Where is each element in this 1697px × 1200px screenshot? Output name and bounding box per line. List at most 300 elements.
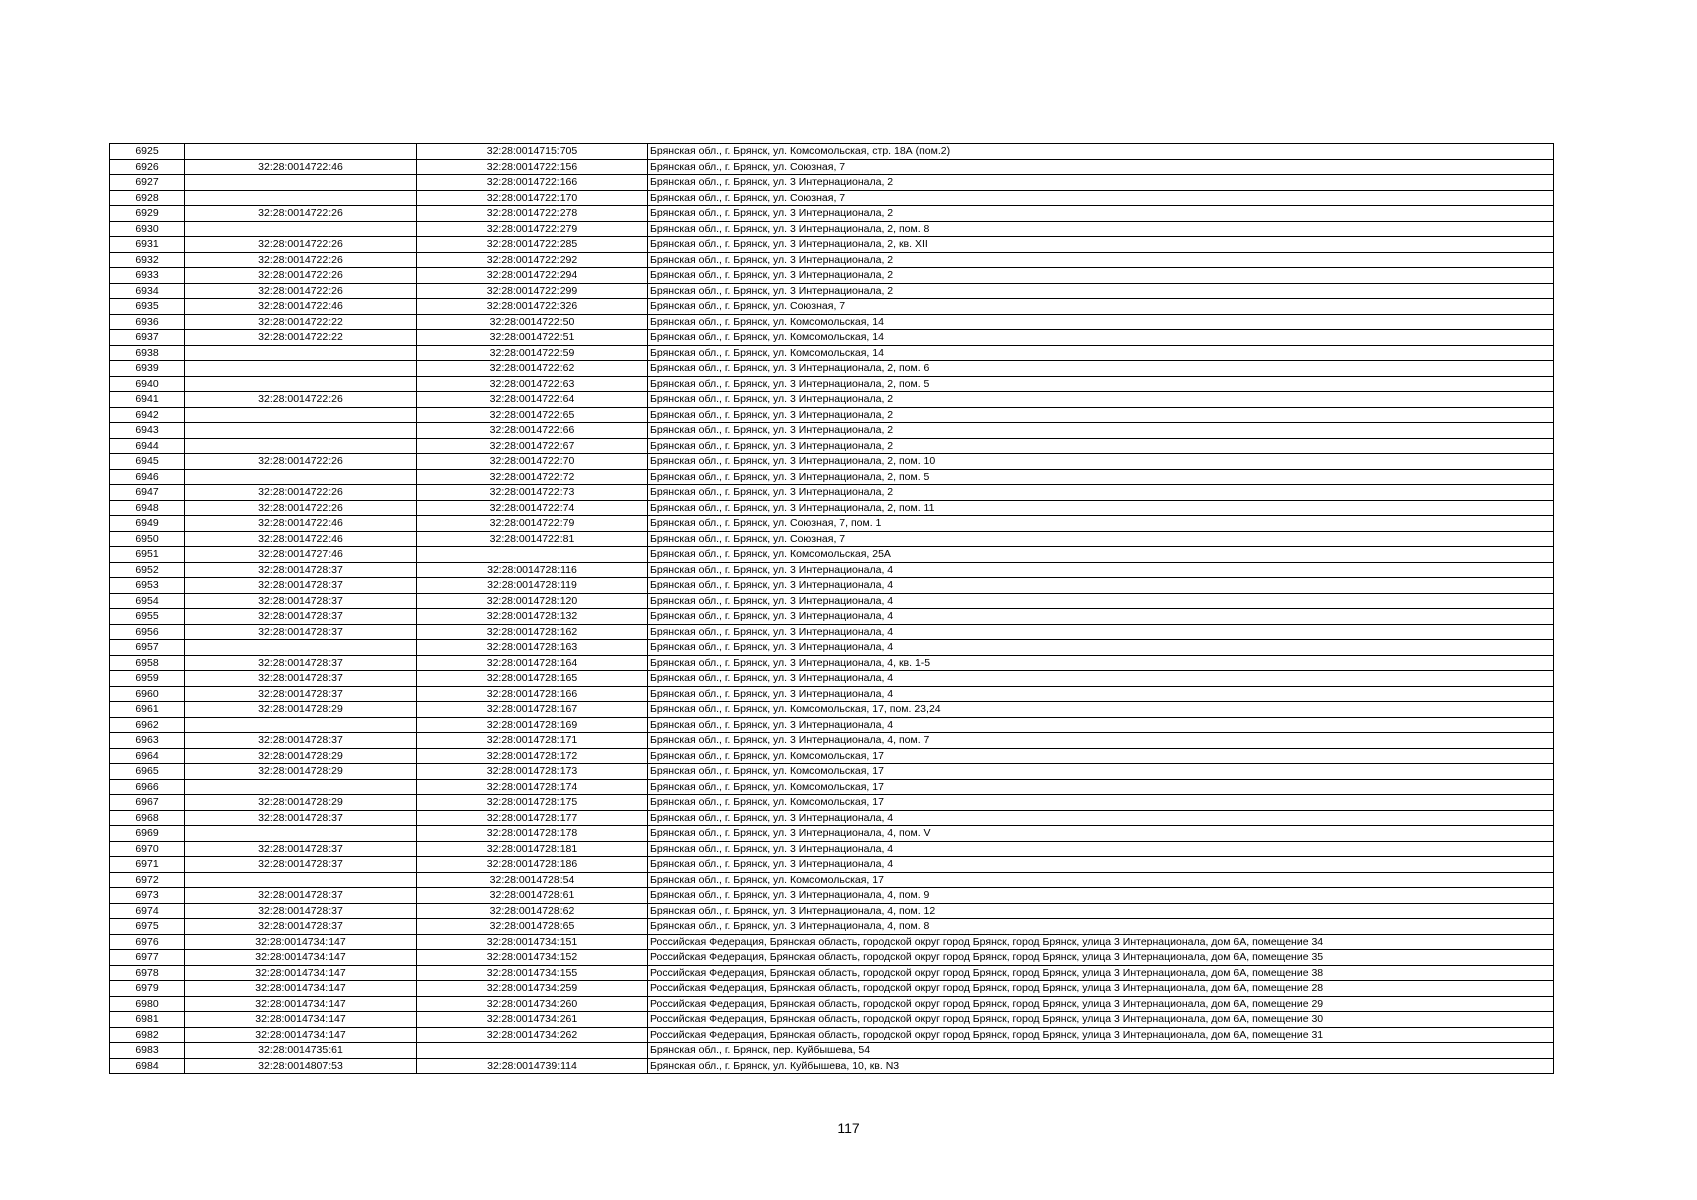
table-row [110,454,1554,470]
parent-cadastral-cell: 32:28:0014734:147 [185,1012,417,1028]
parent-cadastral-cell: 32:28:0014722:46 [185,531,417,547]
parent-cadastral-cell: 32:28:0014722:22 [185,314,417,330]
cadastral-number-cell: 32:28:0014722:66 [417,423,648,439]
address-cell: Российская Федерация, Брянская область, городской округ город Брянск, город Брянск, улица 3 Интернационала, дом 6А, помещение 30 [648,1012,1554,1028]
address-cell: Брянская обл., г. Брянск, ул. 3 Интернационала, 2, пом. 6 [648,361,1554,377]
address-cell: Брянская обл., г. Брянск, ул. Комсомольская, 17 [648,764,1554,780]
cadastral-number-cell: 32:28:0014728:120 [417,593,648,609]
table-row [110,671,1554,687]
table-row [110,144,1554,160]
parent-cadastral-cell [185,361,417,377]
row-number-cell: 6933 [110,268,185,284]
address-cell: Брянская обл., г. Брянск, ул. Комсомольская, 17, пом. 23,24 [648,702,1554,718]
row-number-cell: 6984 [110,1058,185,1074]
address-cell: Брянская обл., г. Брянск, ул. 3 Интернационала, 2, пом. 8 [648,221,1554,237]
parent-cadastral-cell: 32:28:0014728:29 [185,748,417,764]
cadastral-number-cell: 32:28:0014728:186 [417,857,648,873]
table-row [110,733,1554,749]
table-row [110,485,1554,501]
table-row [110,748,1554,764]
row-number-cell: 6960 [110,686,185,702]
row-number-cell: 6952 [110,562,185,578]
address-cell: Брянская обл., г. Брянск, ул. 3 Интернационала, 4 [648,686,1554,702]
address-cell: Брянская обл., г. Брянск, ул. 3 Интернационала, 2 [648,283,1554,299]
parent-cadastral-cell [185,190,417,206]
table-row [110,531,1554,547]
cadastral-number-cell: 32:28:0014722:70 [417,454,648,470]
row-number-cell: 6981 [110,1012,185,1028]
row-number-cell: 6942 [110,407,185,423]
row-number-cell: 6979 [110,981,185,997]
cadastral-number-cell: 32:28:0014734:151 [417,934,648,950]
cadastral-number-cell [417,1043,648,1059]
address-cell: Брянская обл., г. Брянск, ул. 3 Интернационала, 4, пом. 7 [648,733,1554,749]
parent-cadastral-cell [185,376,417,392]
table-row [110,903,1554,919]
cadastral-number-cell: 32:28:0014722:279 [417,221,648,237]
address-cell: Российская Федерация, Брянская область, городской округ город Брянск, город Брянск, улица 3 Интернационала, дом 6А, помещение 34 [648,934,1554,950]
row-number-cell: 6946 [110,469,185,485]
row-number-cell: 6949 [110,516,185,532]
table-row [110,283,1554,299]
cadastral-number-cell: 32:28:0014728:61 [417,888,648,904]
cadastral-number-cell: 32:28:0014715:705 [417,144,648,160]
cadastral-number-cell: 32:28:0014722:166 [417,175,648,191]
row-number-cell: 6941 [110,392,185,408]
cadastral-number-cell: 32:28:0014734:152 [417,950,648,966]
address-cell: Брянская обл., г. Брянск, ул. 3 Интернационала, 2 [648,252,1554,268]
address-cell: Брянская обл., г. Брянск, ул. Союзная, 7, пом. 1 [648,516,1554,532]
address-cell: Брянская обл., г. Брянск, ул. 3 Интернационала, 4, пом. 9 [648,888,1554,904]
row-number-cell: 6945 [110,454,185,470]
row-number-cell: 6964 [110,748,185,764]
row-number-cell: 6967 [110,795,185,811]
address-cell: Российская Федерация, Брянская область, городской округ город Брянск, город Брянск, улица 3 Интернационала, дом 6А, помещение 35 [648,950,1554,966]
parent-cadastral-cell: 32:28:0014728:37 [185,888,417,904]
row-number-cell: 6974 [110,903,185,919]
parent-cadastral-cell: 32:28:0014734:147 [185,934,417,950]
address-cell: Брянская обл., г. Брянск, ул. Комсомольская, 14 [648,345,1554,361]
address-cell: Брянская обл., г. Брянск, ул. Союзная, 7 [648,299,1554,315]
table-row [110,857,1554,873]
table-row [110,640,1554,656]
table-row [110,392,1554,408]
cadastral-number-cell: 32:28:0014722:326 [417,299,648,315]
row-number-cell: 6929 [110,206,185,222]
row-number-cell: 6938 [110,345,185,361]
parent-cadastral-cell: 32:28:0014722:26 [185,237,417,253]
row-number-cell: 6959 [110,671,185,687]
cadastral-number-cell: 32:28:0014722:170 [417,190,648,206]
cadastral-number-cell: 32:28:0014728:181 [417,841,648,857]
parent-cadastral-cell: 32:28:0014722:26 [185,268,417,284]
cadastral-number-cell: 32:28:0014728:175 [417,795,648,811]
row-number-cell: 6961 [110,702,185,718]
parent-cadastral-cell: 32:28:0014734:147 [185,996,417,1012]
parent-cadastral-cell: 32:28:0014728:37 [185,671,417,687]
address-cell: Брянская обл., г. Брянск, ул. 3 Интернационала, 2, кв. XII [648,237,1554,253]
address-cell: Российская Федерация, Брянская область, городской округ город Брянск, город Брянск, улица 3 Интернационала, дом 6А, помещение 31 [648,1027,1554,1043]
address-cell: Брянская обл., г. Брянск, ул. 3 Интернационала, 4, кв. 1-5 [648,655,1554,671]
address-cell: Брянская обл., г. Брянск, ул. 3 Интернационала, 4 [648,717,1554,733]
cadastral-number-cell: 32:28:0014728:173 [417,764,648,780]
cadastral-number-cell: 32:28:0014722:51 [417,330,648,346]
parent-cadastral-cell [185,872,417,888]
row-number-cell: 6972 [110,872,185,888]
table-row [110,299,1554,315]
table-row [110,221,1554,237]
parent-cadastral-cell: 32:28:0014728:37 [185,919,417,935]
parent-cadastral-cell: 32:28:0014807:53 [185,1058,417,1074]
cadastral-number-cell: 32:28:0014722:72 [417,469,648,485]
row-number-cell: 6954 [110,593,185,609]
row-number-cell: 6927 [110,175,185,191]
row-number-cell: 6935 [110,299,185,315]
address-cell: Брянская обл., г. Брянск, ул. 3 Интернационала, 2, пом. 10 [648,454,1554,470]
table-row [110,609,1554,625]
table-row [110,361,1554,377]
table-row [110,423,1554,439]
address-cell: Брянская обл., г. Брянск, ул. 3 Интернационала, 2 [648,392,1554,408]
registry-table-body [110,144,1554,1074]
row-number-cell: 6958 [110,655,185,671]
address-cell: Брянская обл., г. Брянск, ул. 3 Интернационала, 2 [648,175,1554,191]
parent-cadastral-cell: 32:28:0014728:37 [185,810,417,826]
cadastral-number-cell: 32:28:0014734:261 [417,1012,648,1028]
address-cell: Брянская обл., г. Брянск, ул. 3 Интернационала, 4 [648,562,1554,578]
table-row [110,872,1554,888]
cadastral-number-cell: 32:28:0014722:59 [417,345,648,361]
address-cell: Брянская обл., г. Брянск, ул. Союзная, 7 [648,190,1554,206]
cadastral-number-cell: 32:28:0014722:81 [417,531,648,547]
row-number-cell: 6982 [110,1027,185,1043]
cadastral-number-cell: 32:28:0014728:165 [417,671,648,687]
address-cell: Брянская обл., г. Брянск, ул. 3 Интернационала, 2, пом. 5 [648,469,1554,485]
address-cell: Брянская обл., г. Брянск, ул. Куйбышева, 10, кв. N3 [648,1058,1554,1074]
cadastral-number-cell: 32:28:0014734:155 [417,965,648,981]
address-cell: Брянская обл., г. Брянск, ул. 3 Интернационала, 4 [648,841,1554,857]
cadastral-number-cell: 32:28:0014722:292 [417,252,648,268]
row-number-cell: 6975 [110,919,185,935]
row-number-cell: 6936 [110,314,185,330]
parent-cadastral-cell [185,438,417,454]
address-cell: Российская Федерация, Брянская область, городской округ город Брянск, город Брянск, улица 3 Интернационала, дом 6А, помещение 28 [648,981,1554,997]
table-row [110,1058,1554,1074]
table-row [110,578,1554,594]
table-row [110,826,1554,842]
row-number-cell: 6957 [110,640,185,656]
table-row [110,376,1554,392]
cadastral-number-cell: 32:28:0014728:167 [417,702,648,718]
table-row [110,888,1554,904]
parent-cadastral-cell: 32:28:0014728:29 [185,795,417,811]
table-row [110,996,1554,1012]
table-row [110,314,1554,330]
table-row [110,547,1554,563]
cadastral-number-cell: 32:28:0014728:116 [417,562,648,578]
table-row [110,516,1554,532]
address-cell: Российская Федерация, Брянская область, городской округ город Брянск, город Брянск, улица 3 Интернационала, дом 6А, помещение 38 [648,965,1554,981]
cadastral-number-cell: 32:28:0014722:62 [417,361,648,377]
parent-cadastral-cell: 32:28:0014722:26 [185,485,417,501]
table-row [110,469,1554,485]
address-cell: Брянская обл., г. Брянск, ул. Союзная, 7 [648,159,1554,175]
table-row [110,206,1554,222]
table-row [110,407,1554,423]
address-cell: Брянская обл., г. Брянск, ул. 3 Интернационала, 2, пом. 11 [648,500,1554,516]
cadastral-number-cell: 32:28:0014728:163 [417,640,648,656]
row-number-cell: 6928 [110,190,185,206]
table-row [110,1012,1554,1028]
cadastral-number-cell: 32:28:0014728:119 [417,578,648,594]
cadastral-number-cell: 32:28:0014734:260 [417,996,648,1012]
address-cell: Брянская обл., г. Брянск, ул. 3 Интернационала, 4 [648,593,1554,609]
address-cell: Брянская обл., г. Брянск, ул. 3 Интернационала, 4 [648,624,1554,640]
cadastral-number-cell: 32:28:0014728:162 [417,624,648,640]
cadastral-number-cell: 32:28:0014728:132 [417,609,648,625]
parent-cadastral-cell: 32:28:0014728:37 [185,562,417,578]
cadastral-number-cell: 32:28:0014722:50 [417,314,648,330]
row-number-cell: 6973 [110,888,185,904]
address-cell: Брянская обл., г. Брянск, ул. Комсомольская, 17 [648,872,1554,888]
parent-cadastral-cell: 32:28:0014728:37 [185,624,417,640]
parent-cadastral-cell [185,221,417,237]
cadastral-number-cell: 32:28:0014722:278 [417,206,648,222]
cadastral-number-cell: 32:28:0014728:65 [417,919,648,935]
cadastral-number-cell: 32:28:0014722:285 [417,237,648,253]
row-number-cell: 6980 [110,996,185,1012]
cadastral-number-cell: 32:28:0014722:74 [417,500,648,516]
parent-cadastral-cell: 32:28:0014728:37 [185,903,417,919]
table-row [110,252,1554,268]
parent-cadastral-cell [185,423,417,439]
parent-cadastral-cell: 32:28:0014722:46 [185,159,417,175]
table-row [110,190,1554,206]
parent-cadastral-cell: 32:28:0014728:37 [185,655,417,671]
cadastral-number-cell: 32:28:0014728:62 [417,903,648,919]
table-row [110,500,1554,516]
parent-cadastral-cell: 32:28:0014728:37 [185,686,417,702]
parent-cadastral-cell: 32:28:0014734:147 [185,1027,417,1043]
table-row [110,934,1554,950]
address-cell: Брянская обл., г. Брянск, пер. Куйбышева, 54 [648,1043,1554,1059]
parent-cadastral-cell: 32:28:0014728:29 [185,764,417,780]
row-number-cell: 6963 [110,733,185,749]
parent-cadastral-cell: 32:28:0014722:26 [185,500,417,516]
table-row [110,345,1554,361]
cadastral-number-cell: 32:28:0014734:262 [417,1027,648,1043]
table-row [110,175,1554,191]
address-cell: Брянская обл., г. Брянск, ул. 3 Интернационала, 2 [648,485,1554,501]
parent-cadastral-cell [185,640,417,656]
parent-cadastral-cell: 32:28:0014728:37 [185,733,417,749]
cadastral-number-cell: 32:28:0014722:79 [417,516,648,532]
table-row [110,795,1554,811]
table-row [110,1027,1554,1043]
table-row [110,810,1554,826]
parent-cadastral-cell: 32:28:0014722:26 [185,454,417,470]
row-number-cell: 6983 [110,1043,185,1059]
table-row [110,764,1554,780]
cadastral-number-cell: 32:28:0014728:166 [417,686,648,702]
parent-cadastral-cell [185,717,417,733]
row-number-cell: 6940 [110,376,185,392]
parent-cadastral-cell: 32:28:0014734:147 [185,950,417,966]
cadastral-number-cell [417,547,648,563]
parent-cadastral-cell: 32:28:0014722:22 [185,330,417,346]
row-number-cell: 6934 [110,283,185,299]
parent-cadastral-cell: 32:28:0014728:37 [185,593,417,609]
cadastral-number-cell: 32:28:0014722:65 [417,407,648,423]
table-row [110,981,1554,997]
row-number-cell: 6970 [110,841,185,857]
table-row [110,593,1554,609]
address-cell: Брянская обл., г. Брянск, ул. 3 Интернационала, 2 [648,423,1554,439]
address-cell: Брянская обл., г. Брянск, ул. Комсомольская, 14 [648,314,1554,330]
table-row [110,159,1554,175]
row-number-cell: 6971 [110,857,185,873]
row-number-cell: 6932 [110,252,185,268]
table-row [110,717,1554,733]
parent-cadastral-cell: 32:28:0014734:147 [185,965,417,981]
table-row [110,841,1554,857]
row-number-cell: 6962 [110,717,185,733]
row-number-cell: 6950 [110,531,185,547]
address-cell: Брянская обл., г. Брянск, ул. 3 Интернационала, 4 [648,857,1554,873]
table-row [110,268,1554,284]
address-cell: Брянская обл., г. Брянск, ул. Комсомольская, 17 [648,795,1554,811]
cadastral-number-cell: 32:28:0014728:177 [417,810,648,826]
table-row [110,438,1554,454]
cadastral-number-cell: 32:28:0014728:172 [417,748,648,764]
parent-cadastral-cell [185,144,417,160]
address-cell: Брянская обл., г. Брянск, ул. Комсомольская, 14 [648,330,1554,346]
address-cell: Брянская обл., г. Брянск, ул. 3 Интернационала, 2 [648,268,1554,284]
address-cell: Брянская обл., г. Брянск, ул. 3 Интернационала, 4, пом. V [648,826,1554,842]
parent-cadastral-cell [185,779,417,795]
address-cell: Брянская обл., г. Брянск, ул. Комсомольская, 17 [648,779,1554,795]
registry-table [109,143,1554,1074]
cadastral-number-cell: 32:28:0014722:67 [417,438,648,454]
address-cell: Брянская обл., г. Брянск, ул. 3 Интернационала, 4, пом. 8 [648,919,1554,935]
cadastral-number-cell: 32:28:0014728:174 [417,779,648,795]
row-number-cell: 6943 [110,423,185,439]
address-cell: Брянская обл., г. Брянск, ул. 3 Интернационала, 4 [648,578,1554,594]
cadastral-number-cell: 32:28:0014722:64 [417,392,648,408]
table-row [110,562,1554,578]
row-number-cell: 6977 [110,950,185,966]
address-cell: Брянская обл., г. Брянск, ул. 3 Интернационала, 4 [648,640,1554,656]
cadastral-number-cell: 32:28:0014728:178 [417,826,648,842]
parent-cadastral-cell: 32:28:0014728:37 [185,609,417,625]
table-row [110,655,1554,671]
parent-cadastral-cell: 32:28:0014728:37 [185,841,417,857]
parent-cadastral-cell: 32:28:0014734:147 [185,981,417,997]
row-number-cell: 6939 [110,361,185,377]
address-cell: Брянская обл., г. Брянск, ул. 3 Интернационала, 4 [648,810,1554,826]
parent-cadastral-cell: 32:28:0014728:37 [185,578,417,594]
address-cell: Брянская обл., г. Брянск, ул. Комсомольская, стр. 18А (пом.2) [648,144,1554,160]
row-number-cell: 6947 [110,485,185,501]
row-number-cell: 6944 [110,438,185,454]
row-number-cell: 6955 [110,609,185,625]
page-number: 117 [837,1120,860,1136]
table-row [110,702,1554,718]
parent-cadastral-cell: 32:28:0014735:61 [185,1043,417,1059]
parent-cadastral-cell: 32:28:0014728:29 [185,702,417,718]
table-row [110,779,1554,795]
parent-cadastral-cell [185,469,417,485]
cadastral-number-cell: 32:28:0014728:169 [417,717,648,733]
address-cell: Брянская обл., г. Брянск, ул. 3 Интернационала, 2 [648,206,1554,222]
table-row [110,330,1554,346]
cadastral-number-cell: 32:28:0014728:164 [417,655,648,671]
row-number-cell: 6956 [110,624,185,640]
row-number-cell: 6969 [110,826,185,842]
row-number-cell: 6926 [110,159,185,175]
table-row [110,919,1554,935]
parent-cadastral-cell: 32:28:0014722:26 [185,252,417,268]
parent-cadastral-cell: 32:28:0014722:26 [185,283,417,299]
row-number-cell: 6966 [110,779,185,795]
parent-cadastral-cell: 32:28:0014728:37 [185,857,417,873]
cadastral-number-cell: 32:28:0014739:114 [417,1058,648,1074]
row-number-cell: 6968 [110,810,185,826]
table-row [110,624,1554,640]
table-row [110,237,1554,253]
parent-cadastral-cell: 32:28:0014727:46 [185,547,417,563]
row-number-cell: 6951 [110,547,185,563]
cadastral-number-cell: 32:28:0014722:73 [417,485,648,501]
address-cell: Брянская обл., г. Брянск, ул. 3 Интернационала, 4 [648,671,1554,687]
parent-cadastral-cell: 32:28:0014722:26 [185,392,417,408]
row-number-cell: 6930 [110,221,185,237]
parent-cadastral-cell: 32:28:0014722:46 [185,516,417,532]
row-number-cell: 6948 [110,500,185,516]
table-row [110,686,1554,702]
cadastral-number-cell: 32:28:0014728:54 [417,872,648,888]
address-cell: Брянская обл., г. Брянск, ул. Союзная, 7 [648,531,1554,547]
parent-cadastral-cell: 32:28:0014722:26 [185,206,417,222]
parent-cadastral-cell: 32:28:0014722:46 [185,299,417,315]
address-cell: Российская Федерация, Брянская область, городской округ город Брянск, город Брянск, улица 3 Интернационала, дом 6А, помещение 29 [648,996,1554,1012]
address-cell: Брянская обл., г. Брянск, ул. 3 Интернационала, 2, пом. 5 [648,376,1554,392]
cadastral-number-cell: 32:28:0014728:171 [417,733,648,749]
address-cell: Брянская обл., г. Брянск, ул. 3 Интернационала, 4, пом. 12 [648,903,1554,919]
cadastral-number-cell: 32:28:0014722:63 [417,376,648,392]
row-number-cell: 6976 [110,934,185,950]
address-cell: Брянская обл., г. Брянск, ул. 3 Интернационала, 2 [648,407,1554,423]
row-number-cell: 6965 [110,764,185,780]
table-row [110,965,1554,981]
table-row [110,1043,1554,1059]
address-cell: Брянская обл., г. Брянск, ул. Комсомольская, 25А [648,547,1554,563]
row-number-cell: 6931 [110,237,185,253]
address-cell: Брянская обл., г. Брянск, ул. 3 Интернационала, 4 [648,609,1554,625]
row-number-cell: 6925 [110,144,185,160]
row-number-cell: 6978 [110,965,185,981]
parent-cadastral-cell [185,826,417,842]
parent-cadastral-cell [185,175,417,191]
parent-cadastral-cell [185,407,417,423]
parent-cadastral-cell [185,345,417,361]
cadastral-number-cell: 32:28:0014722:294 [417,268,648,284]
cadastral-number-cell: 32:28:0014722:299 [417,283,648,299]
cadastral-number-cell: 32:28:0014722:156 [417,159,648,175]
address-cell: Брянская обл., г. Брянск, ул. Комсомольская, 17 [648,748,1554,764]
row-number-cell: 6953 [110,578,185,594]
table-row [110,950,1554,966]
